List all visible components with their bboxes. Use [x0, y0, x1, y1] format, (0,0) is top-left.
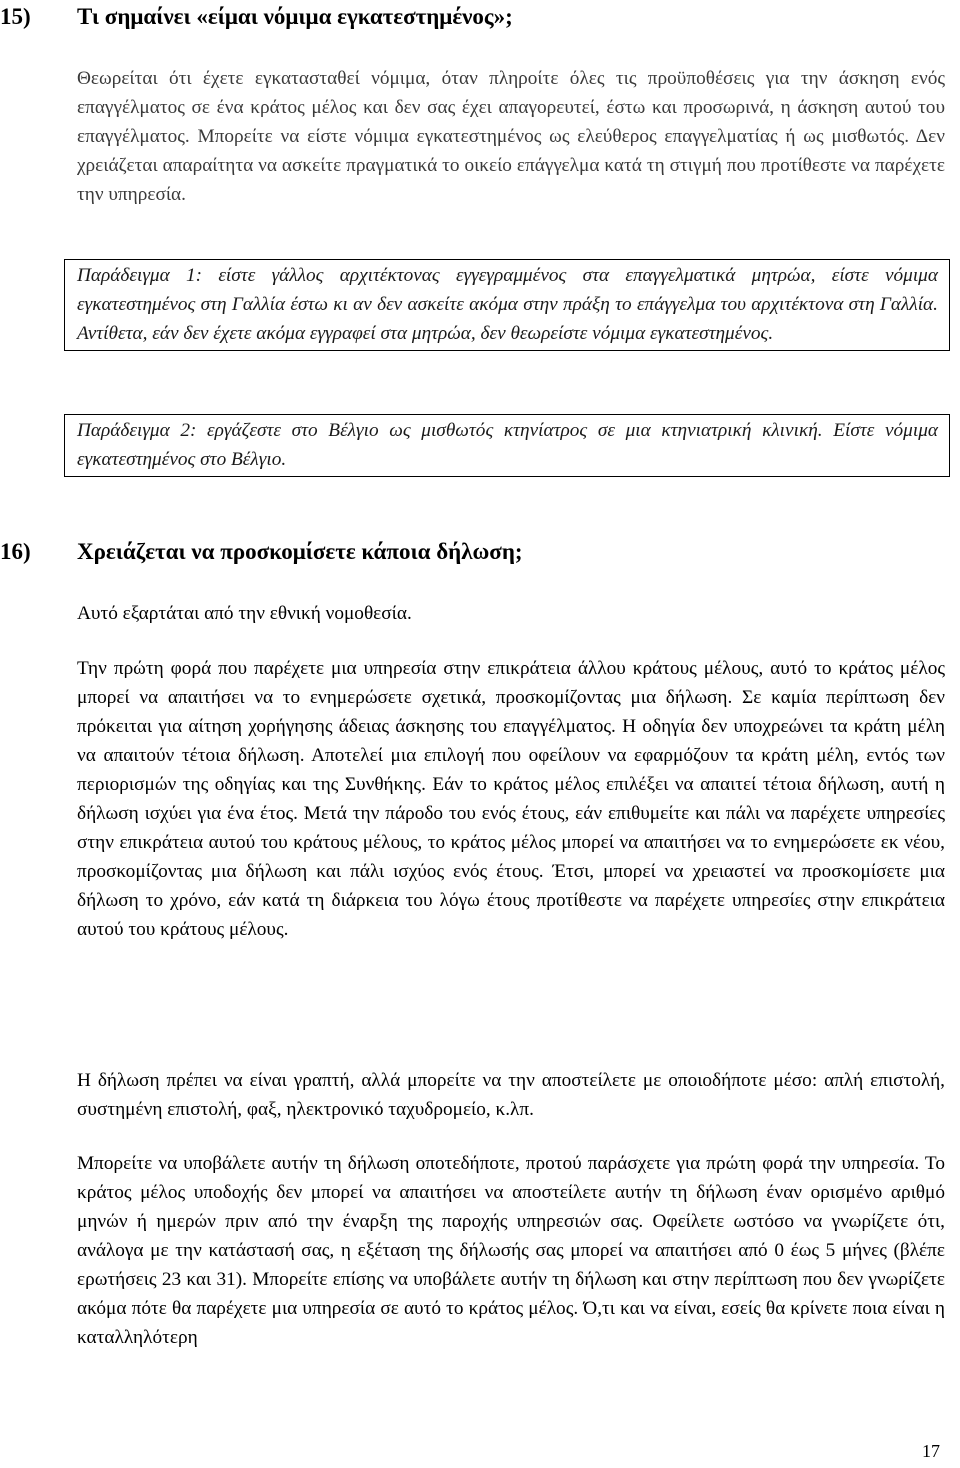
section-15-title: Τι σημαίνει «είμαι νόμιμα εγκατεστημένος»;	[77, 4, 513, 29]
section-16-paragraph-3: Η δήλωση πρέπει να είναι γραπτή, αλλά μπορείτε να την αποστείλετε με οποιοδήποτε μέσο: απλή επιστολή, συστημένη επιστολή, φαξ, ηλεκτρονικό ταχυδρομείο, κ.λπ.	[77, 1070, 945, 1120]
section-15-intro: Θεωρείται ότι έχετε εγκατασταθεί νόμιμα, όταν πληροίτε όλες τις προϋποθέσεις για την άσκηση ενός επαγγέλματος σε ένα κράτος μέλος και δεν σας έχει απαγορευτεί, έστω και προσωρινά, η άσκηση αυτού του επαγγέλματος. Μπορείτε να είστε νόμιμα εγκατεστημένος ως ελεύθερος επαγγελματίας ή ως μισθωτός. Δεν χρειάζεται απαραίτητα να ασκείτε πραγματικά το οικείο επάγγελμα κατά τη στιγμή που προτίθεστε να παρέχετε την υπηρεσία.	[77, 68, 945, 205]
example-2-box	[64, 414, 950, 477]
example-1-box	[64, 259, 950, 351]
section-16-paragraph-4: Μπορείτε να υποβάλετε αυτήν τη δήλωση οποτεδήποτε, προτού παράσχετε για πρώτη φορά την υπηρεσία. Το κράτος μέλος υποδοχής δεν μπορεί να απαιτήσει να αποστείλετε αυτήν τη δήλωση έναν ορισμένο αριθμό μηνών ή ημερών πριν από την έναρξη της παροχής υπηρεσιών σας. Οφείλετε ωστόσο να γνωρίζετε ότι, ανάλογα με την κατάστασή σας, η εξέταση της δήλωσής σας μπορεί να απαιτήσει από 0 έως 5 μήνες (βλέπε ερωτήσεις 23 και 31). Μπορείτε επίσης να υποβάλετε αυτήν τη δήλωση και στην περίπτωση που δεν γνωρίζετε ακόμα πότε θα παρέχετε μια υπηρεσία σε αυτό το κράτος μέλος. Ό,τι και να είναι, εσείς θα κρίνετε ποια είναι η καταλληλότερη	[77, 1153, 945, 1348]
section-16-paragraph-2: Την πρώτη φορά που παρέχετε μια υπηρεσία στην επικράτεια άλλου κράτους μέλους, αυτό το κράτος μέλος μπορεί να απαιτήσει να το ενημερώσετε σχετικά, προσκομίζοντας μια δήλωση. Σε καμία περίπτωση δεν πρόκειται για αίτηση χορήγησης άδειας άσκησης του επαγγέλματος. Η οδηγία δεν υποχρεώνει τα κράτη μέλη να απαιτούν τέτοια δήλωση. Αποτελεί μια επιλογή που οφείλουν να εφαρμόζουν τα κράτη μέλη, εντός των περιορισμών της οδηγίας και της Συνθήκης. Εάν το κράτος μέλος επιλέξει να απαιτεί τέτοια δήλωση, αυτή η δήλωση ισχύει για ένα έτος. Μετά την πάροδο του ενός έτους, εάν επιθυμείτε και πάλι να παρέχετε υπηρεσίες στην επικράτεια αυτού του κράτους μέλους, το κράτος μέλος μπορεί να απαιτήσει να το ενημερώσετε εκ νέου, προσκομίζοντας μια δήλωση και πάλι ισχύος ενός έτους. Έτσι, μπορεί να χρειαστεί να προσκομίσετε μια δήλωση το χρόνο, εάν κατά τη διάρκεια του λόγω έτους προτίθεστε να παρέχετε υπηρεσίες στην επικράτεια αυτού του κράτους μέλους.	[77, 658, 945, 940]
section-16-number: 16)	[0, 539, 31, 564]
section-15-heading	[0, 2, 513, 32]
section-16-paragraph-1: Αυτό εξαρτάται από την εθνική νομοθεσία.	[77, 603, 412, 624]
example-1-text: Παράδειγμα 1: είστε γάλλος αρχιτέκτονας εγγεγραμμένος στα επαγγελματικά μητρώα, είστε νόμιμα εγκατεστημένος στη Γαλλία έστω κι αν δεν ασκείτε ακόμα στην πράξη το επάγγελμα του αρχιτέκτονα στη Γαλλία. Αντίθετα, εάν δεν έχετε ακόμα εγγραφεί στα μητρώα, δεν θεωρείστε νόμιμα εγκατεστημένος.	[77, 265, 938, 344]
example-2-text: Παράδειγμα 2: εργάζεστε στο Βέλγιο ως μισθωτός κτηνίατρος σε μια κτηνιατρική κλινική. Είστε νόμιμα εγκατεστημένος στο Βέλγιο.	[77, 420, 938, 470]
section-16-heading	[0, 537, 523, 567]
section-16-title: Χρειάζεται να προσκομίσετε κάποια δήλωση;	[77, 539, 523, 564]
section-15-number: 15)	[0, 4, 31, 29]
page-number: 17	[922, 1441, 940, 1461]
